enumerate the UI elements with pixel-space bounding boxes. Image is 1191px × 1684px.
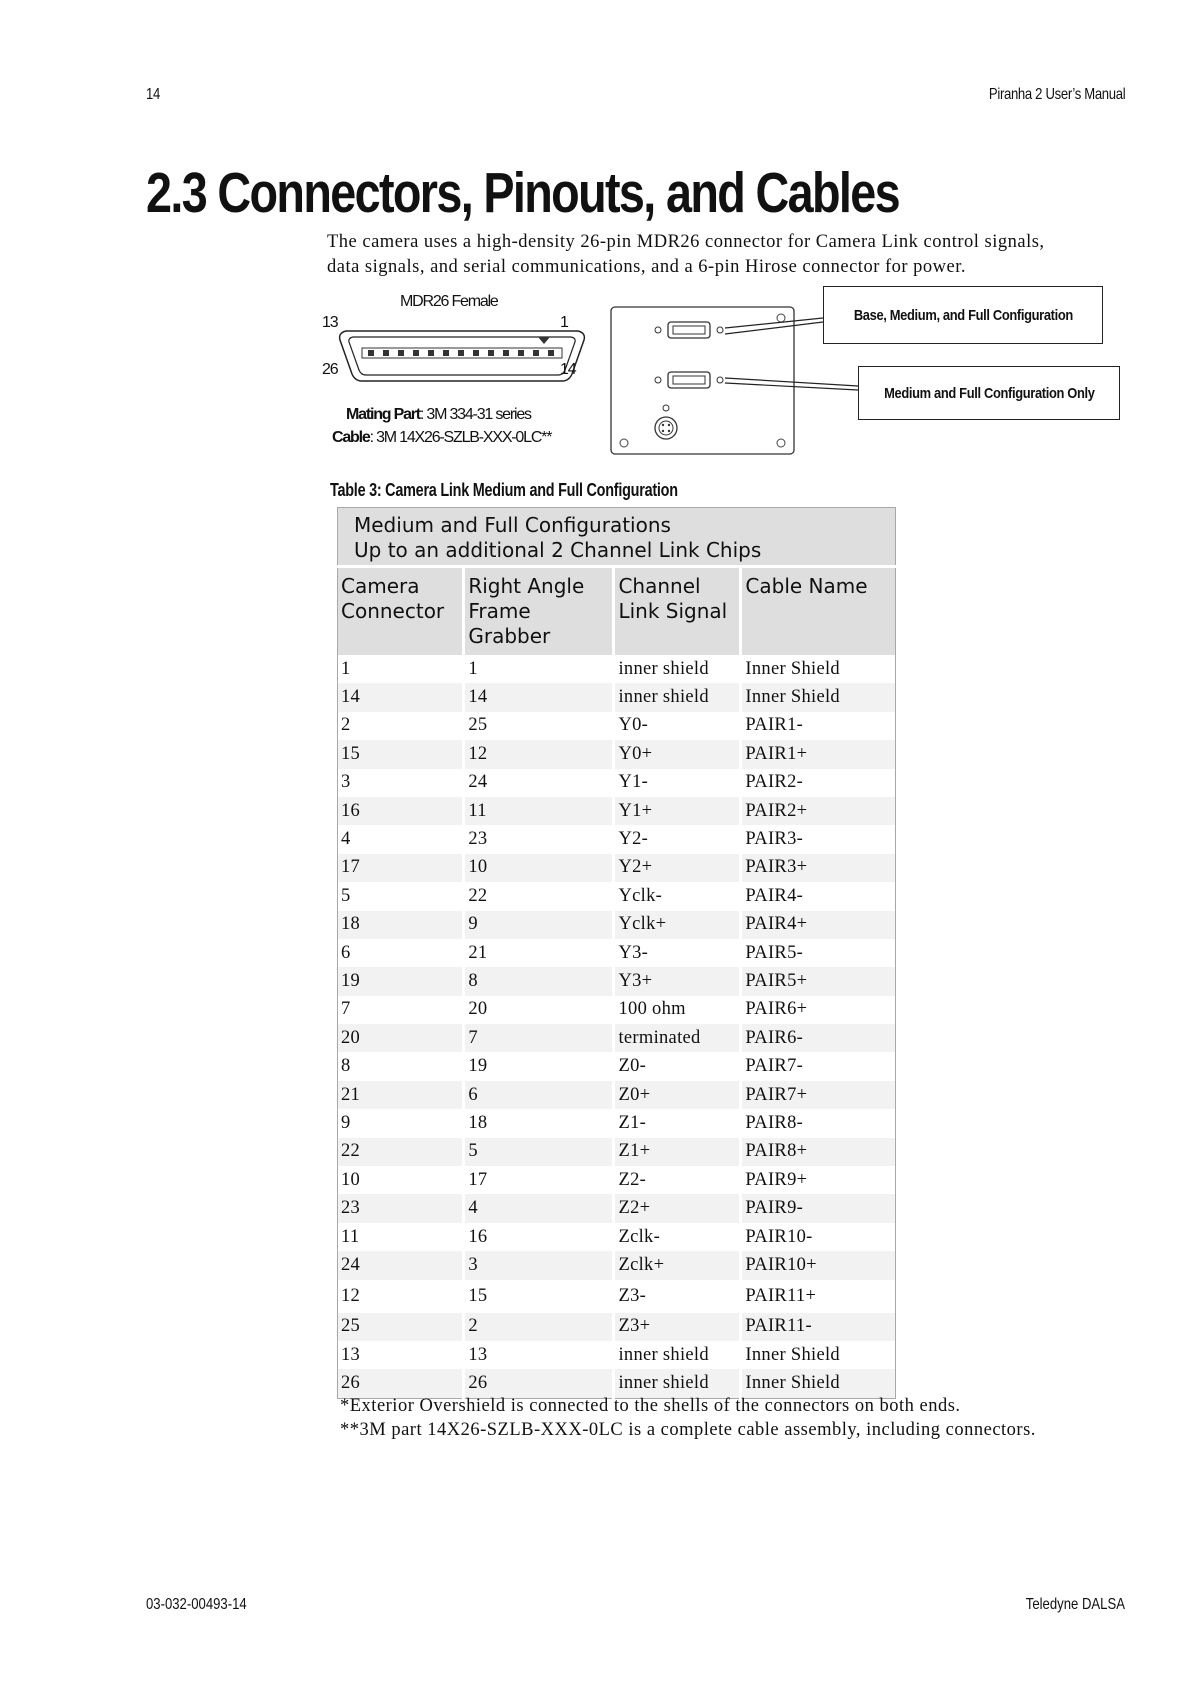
pin-label-26: 26 [322, 361, 338, 378]
table-cell: 12 [341, 1285, 361, 1306]
column-header-line: Frame [468, 599, 531, 623]
group-header-line-1: Medium and Full Configurations [354, 513, 671, 537]
table-cell: inner shield [614, 1369, 741, 1398]
table-cell: Y2+ [614, 854, 741, 882]
table-cell: PAIR1- [741, 712, 896, 740]
table-cell: PAIR10- [741, 1223, 896, 1251]
table-cell: 7 [341, 999, 351, 1020]
column-header [741, 567, 896, 656]
callout-leader-lines [0, 0, 1191, 500]
column-header-line [341, 624, 460, 649]
table-cell: 18 [338, 911, 464, 939]
mating-part-heading: Mating Part [346, 406, 420, 423]
table-cell: PAIR7- [741, 1052, 896, 1080]
cable-heading: Cable [332, 429, 370, 446]
table-row [338, 1166, 896, 1194]
table-cell: Z2+ [614, 1194, 741, 1222]
table-cell: 13 [341, 1344, 361, 1365]
table-row [338, 683, 896, 711]
table-cell: 3 [341, 772, 351, 793]
column-header-line: Right Angle [468, 574, 585, 598]
table-cell: PAIR7+ [741, 1081, 896, 1109]
connector-title: MDR26 Female [400, 293, 498, 310]
callout-medium-text: Medium and Full Configuration Only [883, 384, 1095, 402]
column-header [614, 567, 741, 656]
table-cell: 12 [464, 740, 614, 768]
table-cell: 23 [464, 825, 614, 853]
table-cell: 14 [338, 683, 464, 711]
table-cell: Z1+ [614, 1138, 741, 1166]
column-header-line [745, 624, 893, 649]
table-cell: terminated [614, 1024, 741, 1052]
table-cell: inner shield [614, 683, 741, 711]
camera-link-config-table [337, 507, 896, 1399]
table-cell: 17 [464, 1166, 614, 1194]
page-number: 14 [146, 86, 160, 103]
table-cell: Z1- [614, 1109, 741, 1137]
table-cell: 6 [341, 942, 351, 963]
table-row [338, 712, 896, 740]
table-row [338, 1369, 896, 1398]
table-cell: 8 [341, 1056, 351, 1077]
callout-base-text: Base, Medium, and Full Configuration [853, 306, 1073, 324]
cable-value: : 3M 14X26-SZLB-XXX-0LC** [369, 429, 552, 446]
intro-line-1: The camera uses a high-density 26-pin MDR26 connector for Camera Link control signals, [327, 232, 1045, 252]
document-number: 03-032-00493-14 [146, 1596, 247, 1613]
table-cell: Z3+ [614, 1313, 741, 1341]
callout-base-medium-full [823, 286, 1103, 344]
table-cell: Yclk+ [614, 911, 741, 939]
table-cell: 7 [464, 1024, 614, 1052]
table-cell: 19 [464, 1052, 614, 1080]
table-cell: 18 [464, 1109, 614, 1137]
company-name: Teledyne DALSA [1025, 1596, 1125, 1613]
table-row [338, 1341, 896, 1369]
table-cell: 8 [464, 967, 614, 995]
table-cell: inner shield [614, 655, 741, 683]
table-row [338, 1052, 896, 1080]
table-cell: PAIR4+ [741, 911, 896, 939]
table-cell: Y3+ [614, 967, 741, 995]
table-cell: PAIR3- [741, 825, 896, 853]
table-cell: 4 [341, 829, 351, 850]
table-cell: 24 [464, 769, 614, 797]
table-cell: Zclk+ [614, 1251, 741, 1279]
column-header-line [618, 624, 737, 649]
table-cell: Z0- [614, 1052, 741, 1080]
table-row [338, 1280, 896, 1313]
table-cell: Z2- [614, 1166, 741, 1194]
table-cell: PAIR1+ [741, 740, 896, 768]
column-header-line: Cable Name [745, 574, 868, 598]
table-column-headers [338, 567, 896, 656]
table-row [338, 1138, 896, 1166]
table-row [338, 655, 896, 683]
table-row [338, 939, 896, 967]
table-row [338, 740, 896, 768]
table-cell: Y2- [614, 825, 741, 853]
table-cell: 24 [338, 1251, 464, 1279]
table-cell: 17 [338, 854, 464, 882]
table-row [338, 1109, 896, 1137]
table-row [338, 769, 896, 797]
footnote-cable-assembly: **3M part 14X26-SZLB-XXX-0LC is a complete cable assembly, including connectors. [340, 1420, 1036, 1440]
table-cell: PAIR2- [741, 769, 896, 797]
table-row [338, 1081, 896, 1109]
column-header [338, 567, 464, 656]
table-cell: PAIR9+ [741, 1166, 896, 1194]
table-cell: 26 [338, 1369, 464, 1398]
pin-label-13: 13 [322, 314, 338, 331]
table-cell: Y1+ [614, 797, 741, 825]
table-cell: PAIR9- [741, 1194, 896, 1222]
table-cell: Y0+ [614, 740, 741, 768]
column-header-line: Camera [341, 574, 420, 598]
table-cell: PAIR5- [741, 939, 896, 967]
manual-title: Piranha 2 User’s Manual [988, 86, 1125, 103]
table-row [338, 1251, 896, 1279]
column-header-line: Connector [341, 599, 445, 623]
footnote-overshield: *Exterior Overshield is connected to the shells of the connectors on both ends. [340, 1396, 961, 1416]
table-cell: PAIR8- [741, 1109, 896, 1137]
section-title: 2.3 Connectors, Pinouts, and Cables [146, 161, 899, 225]
table-body [338, 655, 896, 1398]
table-cell: 20 [338, 1024, 464, 1052]
table-row [338, 854, 896, 882]
table-cell: 23 [338, 1194, 464, 1222]
table-row [338, 797, 896, 825]
table-cell: 10 [464, 854, 614, 882]
column-header-line: Channel [618, 574, 701, 598]
column-header-line: Grabber [468, 624, 551, 648]
table-cell: 25 [464, 712, 614, 740]
table-row [338, 825, 896, 853]
table-cell: 2 [464, 1313, 614, 1341]
table-cell: Inner Shield [741, 683, 896, 711]
table-row [338, 1024, 896, 1052]
table-cell: 5 [464, 1138, 614, 1166]
table-cell: 6 [464, 1081, 614, 1109]
table-row [338, 1194, 896, 1222]
table-cell: 9 [341, 1112, 351, 1133]
column-header-line [745, 599, 893, 624]
table-cell: inner shield [614, 1341, 741, 1369]
table-cell: Inner Shield [741, 655, 896, 683]
table-row [338, 996, 896, 1024]
table-cell: Y1- [614, 769, 741, 797]
intro-line-2: data signals, and serial communications, and a 6-pin Hirose connector for power. [327, 257, 967, 277]
table-cell: Z0+ [614, 1081, 741, 1109]
table-cell: Inner Shield [741, 1369, 896, 1398]
table-cell: 10 [341, 1169, 361, 1190]
table-row [338, 1223, 896, 1251]
table-group-header [338, 508, 896, 567]
table-cell: 1 [341, 658, 351, 679]
table-cell: 20 [464, 996, 614, 1024]
table-cell: 26 [464, 1369, 614, 1398]
column-header [464, 567, 614, 656]
table-cell: 14 [464, 683, 614, 711]
table-cell: 2 [341, 715, 351, 736]
table-cell: PAIR3+ [741, 854, 896, 882]
table-cell: 13 [464, 1341, 614, 1369]
table-cell: 100 ohm [614, 996, 741, 1024]
table-cell: 3 [464, 1251, 614, 1279]
table-cell: PAIR8+ [741, 1138, 896, 1166]
table-cell: 15 [338, 740, 464, 768]
table-cell: 16 [338, 797, 464, 825]
pin-label-1: 1 [560, 314, 568, 331]
table-cell: Zclk- [614, 1223, 741, 1251]
table-cell: 1 [464, 655, 614, 683]
table-cell: 25 [338, 1313, 464, 1341]
table-cell: PAIR5+ [741, 967, 896, 995]
table-row [338, 967, 896, 995]
table-cell: Yclk- [614, 882, 741, 910]
table-cell: PAIR6+ [741, 996, 896, 1024]
mating-part-value: : 3M 334-31 series [419, 406, 531, 423]
table-caption: Table 3: Camera Link Medium and Full Configuration [330, 480, 678, 500]
table-cell: Inner Shield [741, 1341, 896, 1369]
table-cell: PAIR11+ [741, 1280, 896, 1313]
table-cell: PAIR6- [741, 1024, 896, 1052]
table-row [338, 911, 896, 939]
table-cell: PAIR4- [741, 882, 896, 910]
table-cell: 4 [464, 1194, 614, 1222]
table-cell: PAIR11- [741, 1313, 896, 1341]
table-cell: 16 [464, 1223, 614, 1251]
table-cell: 21 [464, 939, 614, 967]
table-cell: 22 [338, 1138, 464, 1166]
table-row [338, 882, 896, 910]
table-row [338, 1313, 896, 1341]
table-cell: Z3- [614, 1280, 741, 1313]
pin-label-14: 14 [560, 361, 576, 378]
table-cell: 22 [464, 882, 614, 910]
table-cell: Y0- [614, 712, 741, 740]
table-cell: 19 [338, 967, 464, 995]
table-cell: 15 [464, 1280, 614, 1313]
table-cell: 11 [464, 797, 614, 825]
callout-medium-full-only [858, 366, 1120, 420]
table-cell: 11 [341, 1226, 360, 1247]
group-header-line-2: Up to an additional 2 Channel Link Chips [354, 538, 762, 562]
table-cell: 5 [341, 885, 351, 906]
table-cell: 9 [464, 911, 614, 939]
table-cell: PAIR10+ [741, 1251, 896, 1279]
table-cell: 21 [338, 1081, 464, 1109]
table-cell: PAIR2+ [741, 797, 896, 825]
table-cell: Y3- [614, 939, 741, 967]
column-header-line: Link Signal [618, 599, 728, 623]
